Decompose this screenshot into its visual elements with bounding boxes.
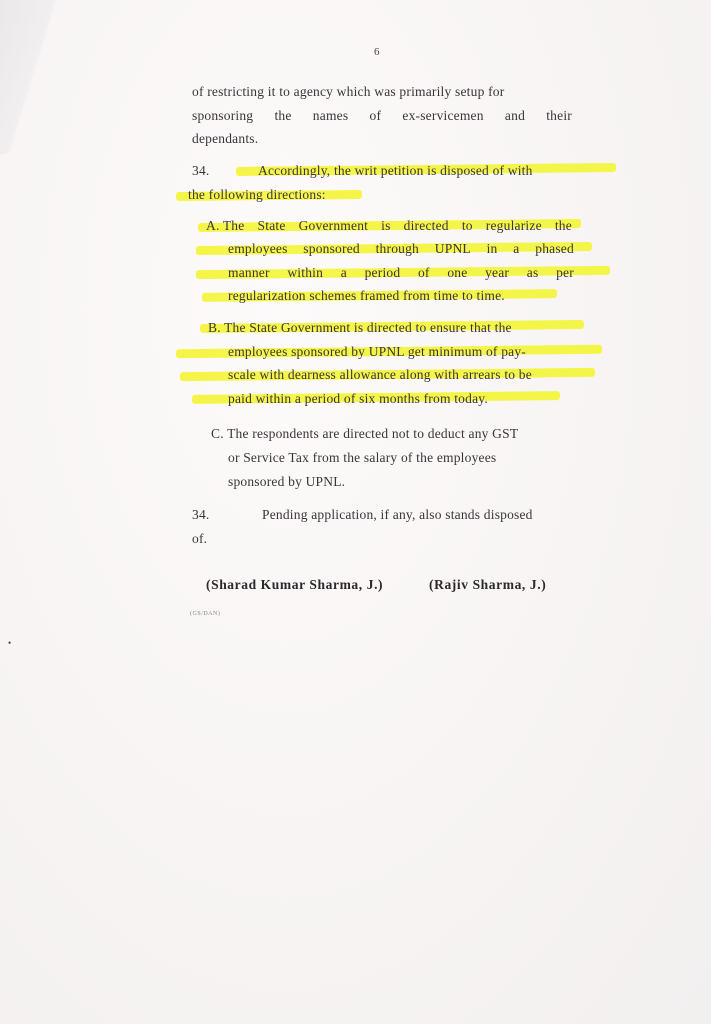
clerk-initials: (GS/DAN) bbox=[190, 611, 221, 617]
signature-left: (Sharad Kumar Sharma, J.) bbox=[206, 577, 384, 592]
direction-b-line: scale with dearness allowance along with arrears to be bbox=[228, 367, 532, 382]
direction-c-line: or Service Tax from the salary of the employees bbox=[228, 450, 497, 465]
paragraph-line: of restricting it to agency which was primarily setup for bbox=[192, 84, 505, 99]
direction-b-line: employees sponsored by UPNL get minimum of pay- bbox=[228, 344, 526, 359]
paragraph-line: the following directions: bbox=[188, 187, 326, 202]
paragraph-line: of. bbox=[192, 531, 208, 546]
direction-c-line: sponsored by UPNL. bbox=[228, 474, 346, 489]
direction-a-line: regularization schemes framed from time to time. bbox=[228, 288, 505, 303]
direction-b-line: B. The State Government is directed to ensure that the bbox=[208, 320, 512, 335]
direction-a-line: A. The State Government is directed to regularize the bbox=[206, 218, 572, 233]
paragraph-line: Accordingly, the writ petition is disposed of with bbox=[258, 163, 533, 178]
paragraph-line: sponsoring the names of ex-servicemen and their bbox=[192, 108, 572, 123]
direction-b-line: paid within a period of six months from today. bbox=[228, 391, 488, 406]
scan-speck: • bbox=[8, 638, 12, 648]
signature-right: (Rajiv Sharma, J.) bbox=[429, 577, 547, 592]
paragraph-number: 34. bbox=[192, 163, 210, 178]
direction-c-line: C. The respondents are directed not to deduct any GST bbox=[211, 426, 519, 441]
page-fold-shadow bbox=[0, 0, 101, 158]
direction-a-line: employees sponsored through UPNL in a phased bbox=[228, 241, 574, 256]
paragraph-line: dependants. bbox=[192, 131, 259, 146]
direction-a-line: manner within a period of one year as per bbox=[228, 265, 574, 280]
paragraph-line: Pending application, if any, also stands disposed bbox=[262, 507, 533, 522]
page-number: 6 bbox=[374, 46, 380, 58]
paragraph-number: 34. bbox=[192, 507, 210, 522]
